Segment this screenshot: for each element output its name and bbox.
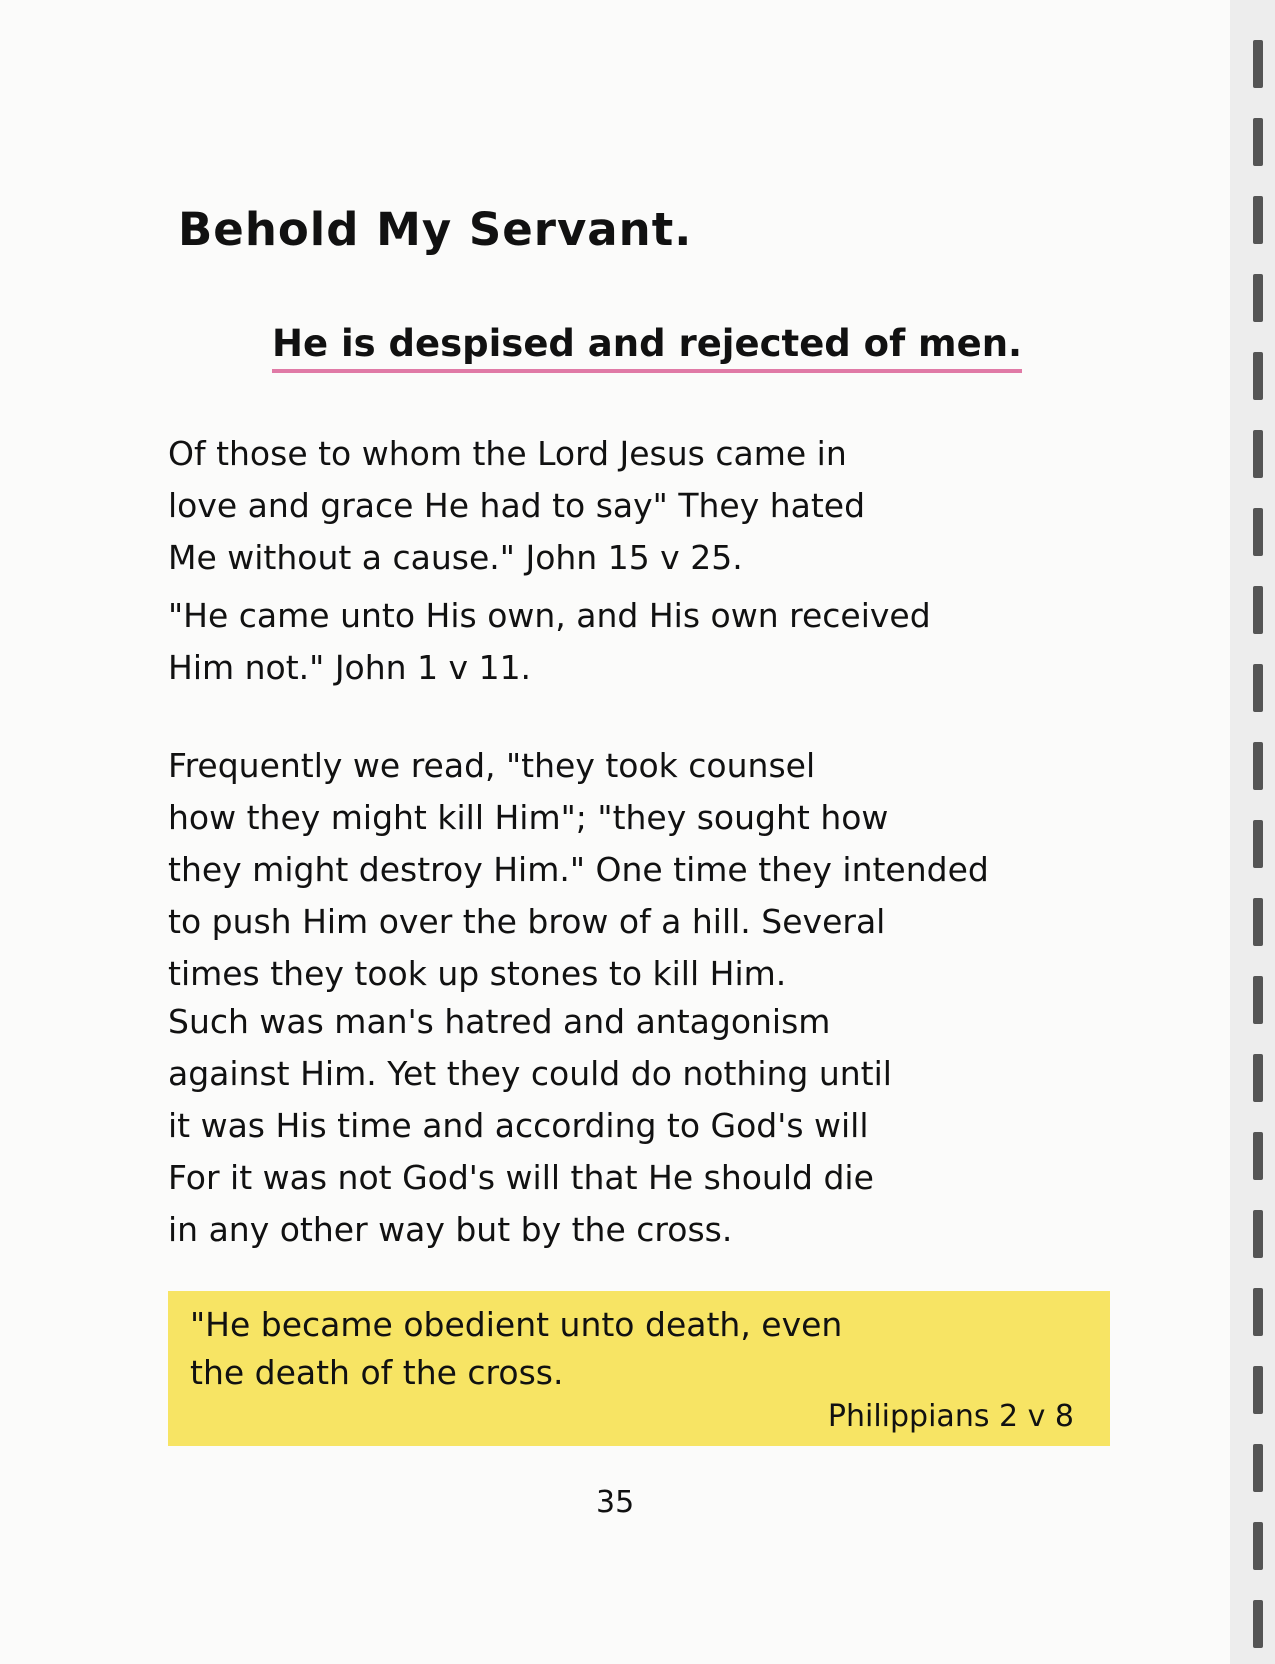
binding-hole [1253, 1366, 1263, 1414]
binding-hole [1253, 508, 1263, 556]
binding-hole [1253, 586, 1263, 634]
page-subtitle: He is despised and rejected of men. [272, 322, 1022, 373]
paragraph-took-counsel: Frequently we read, "they took counsel how they might kill Him"; "they sought how they might destroy Him." One time they intended to push Him over the brow of a hill. Several times they took up stones to kill Him. [168, 746, 989, 993]
binding-hole [1253, 976, 1263, 1024]
quote-reference: Philippians 2 v 8 [827, 1399, 1074, 1434]
binding-hole [1253, 1600, 1263, 1648]
binding-hole [1253, 118, 1263, 166]
binding-hole [1253, 1210, 1263, 1258]
binding-hole [1253, 742, 1263, 790]
binding-hole [1253, 1522, 1263, 1570]
quote-text: "He became obedient unto death, even the death of the cross. [190, 1305, 843, 1392]
binding-hole [1253, 898, 1263, 946]
binding-hole [1253, 352, 1263, 400]
binding-hole [1253, 196, 1263, 244]
paragraph-hated-without-cause: Of those to whom the Lord Jesus came in love and grace He had to say" They hated Me without a cause." John 15 v 25. [168, 434, 866, 577]
spiral-binding [1230, 0, 1275, 1664]
binding-hole [1253, 820, 1263, 868]
paragraph-mans-hatred: Such was man's hatred and antagonism against Him. Yet they could do nothing until it was His time and according to God's will For it was not God's will that He should die in any other way but by the cross. [168, 1002, 892, 1249]
binding-hole [1253, 40, 1263, 88]
binding-hole [1253, 1444, 1263, 1492]
page-number: 35 [596, 1485, 635, 1520]
binding-hole [1253, 664, 1263, 712]
binding-hole [1253, 430, 1263, 478]
binding-hole [1253, 1054, 1263, 1102]
binding-hole [1253, 274, 1263, 322]
paragraph-his-own-received-not: "He came unto His own, and His own received Him not." John 1 v 11. [168, 596, 931, 687]
page-title: Behold My Servant. [178, 203, 693, 256]
binding-hole [1253, 1132, 1263, 1180]
highlighted-quote-box [168, 1291, 1110, 1446]
binding-hole [1253, 1288, 1263, 1336]
